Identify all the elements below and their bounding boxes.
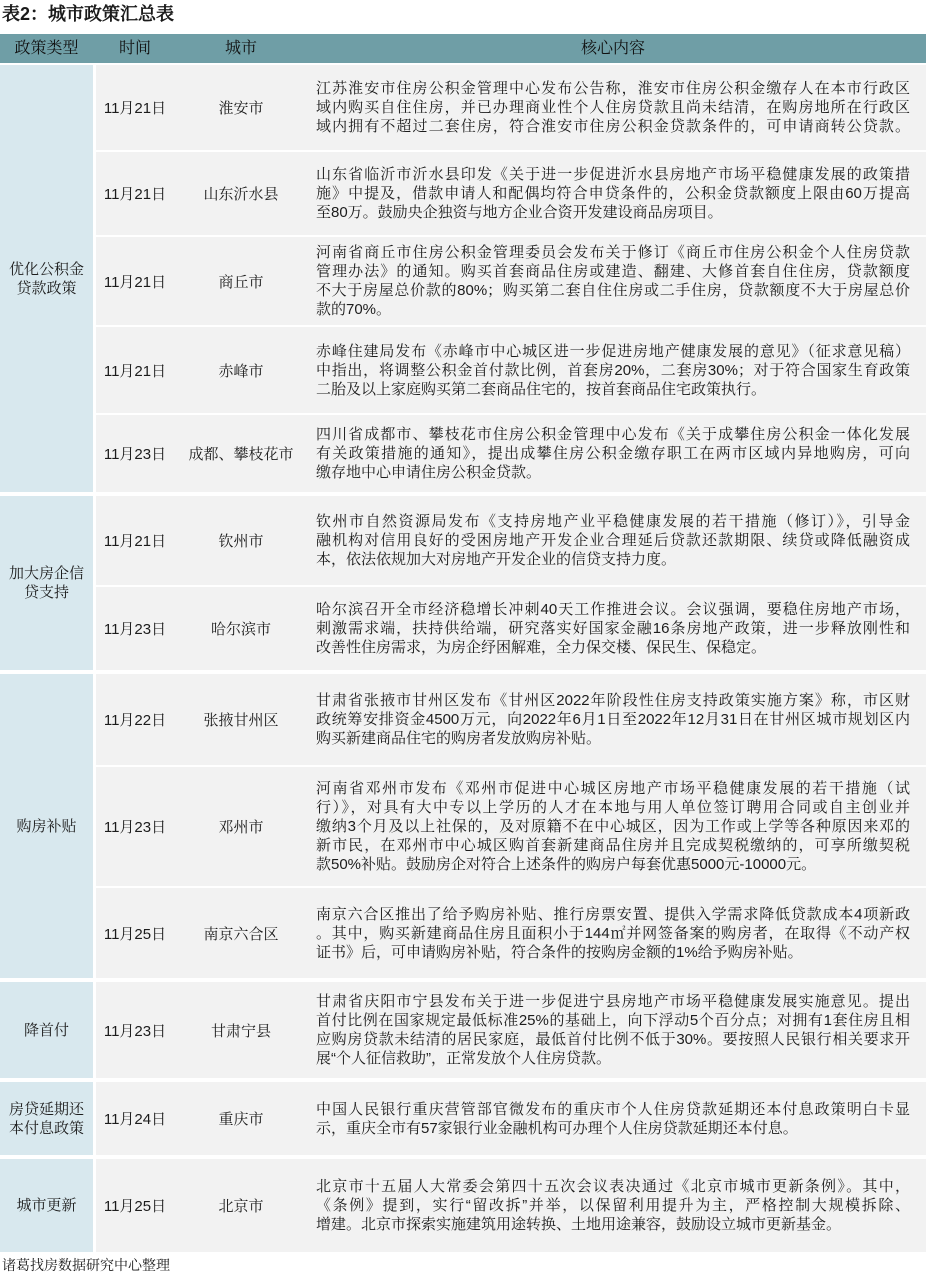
core-content-line: 示，重庆全市有57家银行业金融机构可办理个人住房贷款延期还本付息。 bbox=[316, 1119, 798, 1137]
policy-type-cell bbox=[0, 1082, 93, 1155]
core-content-line: 本，依法依规加大对房地产开发企业的信贷支持力度。 bbox=[316, 551, 677, 568]
city-cell: 邓州市 bbox=[218, 819, 264, 836]
core-content-cell bbox=[316, 674, 910, 765]
policy-type-cell bbox=[0, 65, 93, 492]
city-cell: 重庆市 bbox=[218, 1111, 264, 1128]
header-date: 时间 bbox=[118, 40, 151, 57]
policy-type-cell bbox=[0, 674, 93, 978]
date-cell: 11月22日 bbox=[103, 712, 167, 729]
core-content-line: 刺激需求端，扶持供给端，研究落实好国家金融16条房地产政策，进一步释放刚性和 bbox=[316, 620, 910, 637]
table-header bbox=[0, 34, 926, 63]
table-row bbox=[96, 674, 926, 765]
core-content-line: 甘肃省庆阳市宁县发布关于进一步促进宁县房地产市场平稳健康发展实施意见。提出 bbox=[316, 993, 910, 1010]
core-content-line: 河南省商丘市住房公积金管理委员会发布关于修订《商丘市住房公积金个人住房贷款 bbox=[316, 244, 910, 261]
core-content-line: 购买新建商品住宅的购房者发放购房补贴。 bbox=[316, 730, 602, 747]
table-row bbox=[96, 496, 926, 585]
table-row bbox=[96, 237, 926, 325]
core-content-line: 山东省临沂市沂水县印发《关于进一步促进沂水县房地产市场平稳健康发展的政策措 bbox=[316, 166, 910, 183]
policy-type-label: 加大房企信贷支持 bbox=[8, 565, 84, 601]
core-content-line: 至80万。鼓励央企独资与地方企业合资开发建设商品房项目。 bbox=[316, 204, 723, 221]
table-row bbox=[96, 327, 926, 413]
core-content-line: 哈尔滨召开全市经济稳增长冲刺40天工作推进会议。会议强调，要稳住房地产市场， bbox=[316, 601, 910, 618]
core-content-line: 域内拥有不超过二套住房，符合淮安市住房公积金贷款条件的，可申请商转公贷款。 bbox=[316, 118, 910, 135]
core-content-line: 融机构对信用良好的受困房地产开发企业合理延后贷款还款期限、续贷或降低融资成 bbox=[316, 532, 910, 549]
city-cell: 哈尔滨市 bbox=[210, 621, 271, 638]
table-row bbox=[96, 152, 926, 235]
core-content-cell bbox=[316, 587, 910, 670]
core-content-line: 施》中提及，借款申请人和配偶均符合申贷条件的，公积金贷款额度上限由60万提高 bbox=[316, 185, 910, 202]
core-content-line: 江苏淮安市住房公积金管理中心发布公告称，淮安市住房公积金缴存人在本市行政区 bbox=[316, 80, 910, 97]
city-cell: 北京市 bbox=[218, 1198, 264, 1215]
table-row bbox=[96, 65, 926, 150]
city-cell: 赤峰市 bbox=[218, 362, 264, 380]
core-content-line: 政统筹安排资金4500万元，向2022年6月1日至2022年12月31日在甘州区城市规划区内 bbox=[316, 711, 910, 728]
city-cell: 商丘市 bbox=[218, 273, 264, 291]
date-cell: 11月23日 bbox=[103, 819, 167, 836]
date-cell: 11月21日 bbox=[103, 186, 167, 203]
core-content-line: 新市民，在邓州市中心城区购首套新建商品住房并且完成契税缴纳的，可享所缴契税 bbox=[316, 837, 910, 854]
core-content-line: 改善性住房需求，为房企纾困解难，全力保交楼、保民生、保稳定。 bbox=[316, 639, 767, 656]
source-note: 诸葛找房数据研究中心整理 bbox=[2, 1257, 170, 1273]
core-content-cell bbox=[316, 327, 910, 413]
city-cell: 南京六合区 bbox=[203, 925, 279, 943]
date-cell: 11月23日 bbox=[103, 621, 167, 638]
date-cell: 11月21日 bbox=[103, 273, 167, 291]
core-content-line: 河南省邓州市发布《邓州市促进中心城区房地产市场平稳健康发展的若干措施（试 bbox=[316, 780, 910, 797]
date-cell: 11月23日 bbox=[103, 1022, 167, 1040]
header-core-content: 核心内容 bbox=[580, 40, 645, 57]
table-row bbox=[96, 587, 926, 670]
core-content-cell bbox=[316, 415, 910, 492]
core-content-line: 应购房贷款未结清的居民家庭，最低首付比例不低于30%。要按照人民银行相关要求开 bbox=[316, 1031, 910, 1048]
policy-type-cell bbox=[0, 982, 93, 1078]
core-content-line: 有关政策措施的通知》，提出成攀住房公积金缴存职工在两市区域内异地购房，可向 bbox=[316, 445, 910, 462]
table-row bbox=[96, 982, 926, 1078]
core-content-line: 缴存地中心申请住房公积金贷款。 bbox=[316, 464, 542, 481]
policy-type-cell bbox=[0, 496, 93, 670]
core-content-line: 二胎及以上家庭购买第二套商品住宅的，按首套商品住宅政策执行。 bbox=[316, 380, 767, 398]
policy-type-label: 城市更新 bbox=[16, 1197, 77, 1214]
core-content-cell bbox=[316, 982, 910, 1078]
core-content-cell bbox=[316, 767, 910, 886]
core-content-line: 管理办法》的通知。购买首套商品住房或建造、翻建、大修首套自住住房，贷款额度 bbox=[316, 263, 910, 280]
date-cell: 11月23日 bbox=[103, 446, 167, 463]
city-cell: 山东沂水县 bbox=[203, 186, 279, 203]
city-cell: 成都、攀枝花市 bbox=[188, 446, 294, 463]
core-content-cell bbox=[316, 237, 910, 325]
table-row bbox=[96, 415, 926, 492]
core-content-line: 域内购买自住住房，并已办理商业性个人住房贷款且尚未结清，在购房地所在行政区 bbox=[316, 99, 910, 116]
header-policy-type: 政策类型 bbox=[14, 40, 79, 57]
core-content-line: 不大于房屋总价款的80%；购买第二套自住住房或二手住房，贷款额度不大于房屋总价 bbox=[316, 282, 910, 299]
core-content-line: 行）》，对具有大中专以上学历的人才在本地与用人单位签订聘用合同或自主创业并 bbox=[316, 799, 910, 816]
table-title: 表2：城市政策汇总表 bbox=[2, 4, 175, 24]
core-content-cell bbox=[316, 496, 910, 585]
core-content-line: 首付比例在国家规定最低标准25%的基础上，向下浮动5个百分点；对拥有1套住房且相 bbox=[316, 1012, 910, 1029]
core-content-line: 钦州市自然资源局发布《支持房地产业平稳健康发展的若干措施（修订）》，引导金 bbox=[316, 513, 910, 530]
policy-type-label: 降首付 bbox=[23, 1021, 69, 1039]
core-content-line: 款的70%。 bbox=[316, 301, 392, 318]
core-content-cell bbox=[316, 65, 910, 150]
core-content-line: 缴纳3个月及以上社保的，及对原籍不在中心城区，因为工作或上学等各种原因来邓的 bbox=[316, 818, 910, 835]
core-content-line: 增建。北京市探索实施建筑用途转换、土地用途兼容，鼓励设立城市更新基金。 bbox=[316, 1216, 842, 1233]
core-content-line: 。其中，购买新建商品住房且面积小于144㎡并网签备案的购房者，在取得《不动产权 bbox=[316, 924, 910, 942]
core-content-line: 赤峰住建局发布《赤峰市中心城区进一步促进房地产健康发展的意见》（征求意见稿） bbox=[316, 342, 910, 360]
core-content-cell bbox=[316, 1082, 910, 1155]
date-cell: 11月21日 bbox=[103, 100, 167, 117]
date-cell: 11月21日 bbox=[103, 362, 167, 380]
date-cell: 11月21日 bbox=[103, 533, 167, 550]
date-cell: 11月25日 bbox=[103, 925, 167, 943]
table-row bbox=[96, 888, 926, 978]
core-content-cell bbox=[316, 888, 910, 978]
table-row bbox=[96, 767, 926, 886]
core-content-line: 中国人民银行重庆营管部官微发布的重庆市个人住房贷款延期还本付息政策明白卡显 bbox=[316, 1100, 910, 1118]
city-cell: 张掖甘州区 bbox=[203, 712, 279, 729]
date-cell: 11月24日 bbox=[103, 1111, 167, 1128]
table-row bbox=[96, 1082, 926, 1155]
city-cell: 淮安市 bbox=[218, 100, 264, 117]
policy-type-label: 优化公积金贷款政策 bbox=[8, 260, 84, 297]
policy-type-cell bbox=[0, 1159, 93, 1252]
core-content-line: 展“个人征信救助”，正常发放个人住房贷款。 bbox=[316, 1050, 611, 1067]
header-city: 城市 bbox=[224, 40, 257, 57]
policy-type-label: 房贷延期还本付息政策 bbox=[8, 1100, 84, 1137]
city-cell: 甘肃宁县 bbox=[210, 1022, 271, 1040]
core-content-line: 证书》后，可申请购房补贴，符合条件的按购房金额的1%给予购房补贴。 bbox=[316, 943, 803, 961]
city-cell: 钦州市 bbox=[218, 533, 264, 550]
core-content-line: 《条例》提到，实行“留改拆”并举，以保留利用提升为主，严格控制大规模拆除、 bbox=[316, 1197, 910, 1214]
core-content-cell bbox=[316, 1159, 910, 1252]
policy-type-label: 购房补贴 bbox=[16, 817, 77, 835]
core-content-line: 中指出，将调整公积金首付款比例，首套房20%，二套房30%；对于符合国家生育政策 bbox=[316, 361, 910, 379]
core-content-line: 四川省成都市、攀枝花市住房公积金管理中心发布《关于成攀住房公积金一体化发展 bbox=[316, 426, 910, 443]
core-content-line: 南京六合区推出了给予购房补贴、推行房票安置、提供入学需求降低贷款成本4项新政 bbox=[316, 905, 910, 923]
core-content-line: 款50%补贴。鼓励房企对符合上述条件的购房户每套优惠5000元-10000元。 bbox=[316, 856, 817, 873]
date-cell: 11月25日 bbox=[103, 1198, 167, 1215]
core-content-line: 北京市十五届人大常委会第四十五次会议表决通过《北京市城市更新条例》。其中， bbox=[316, 1178, 910, 1195]
core-content-line: 甘肃省张掖市甘州区发布《甘州区2022年阶段性住房支持政策实施方案》称，市区财 bbox=[316, 692, 910, 709]
table-row bbox=[96, 1159, 926, 1252]
core-content-cell bbox=[316, 152, 910, 235]
